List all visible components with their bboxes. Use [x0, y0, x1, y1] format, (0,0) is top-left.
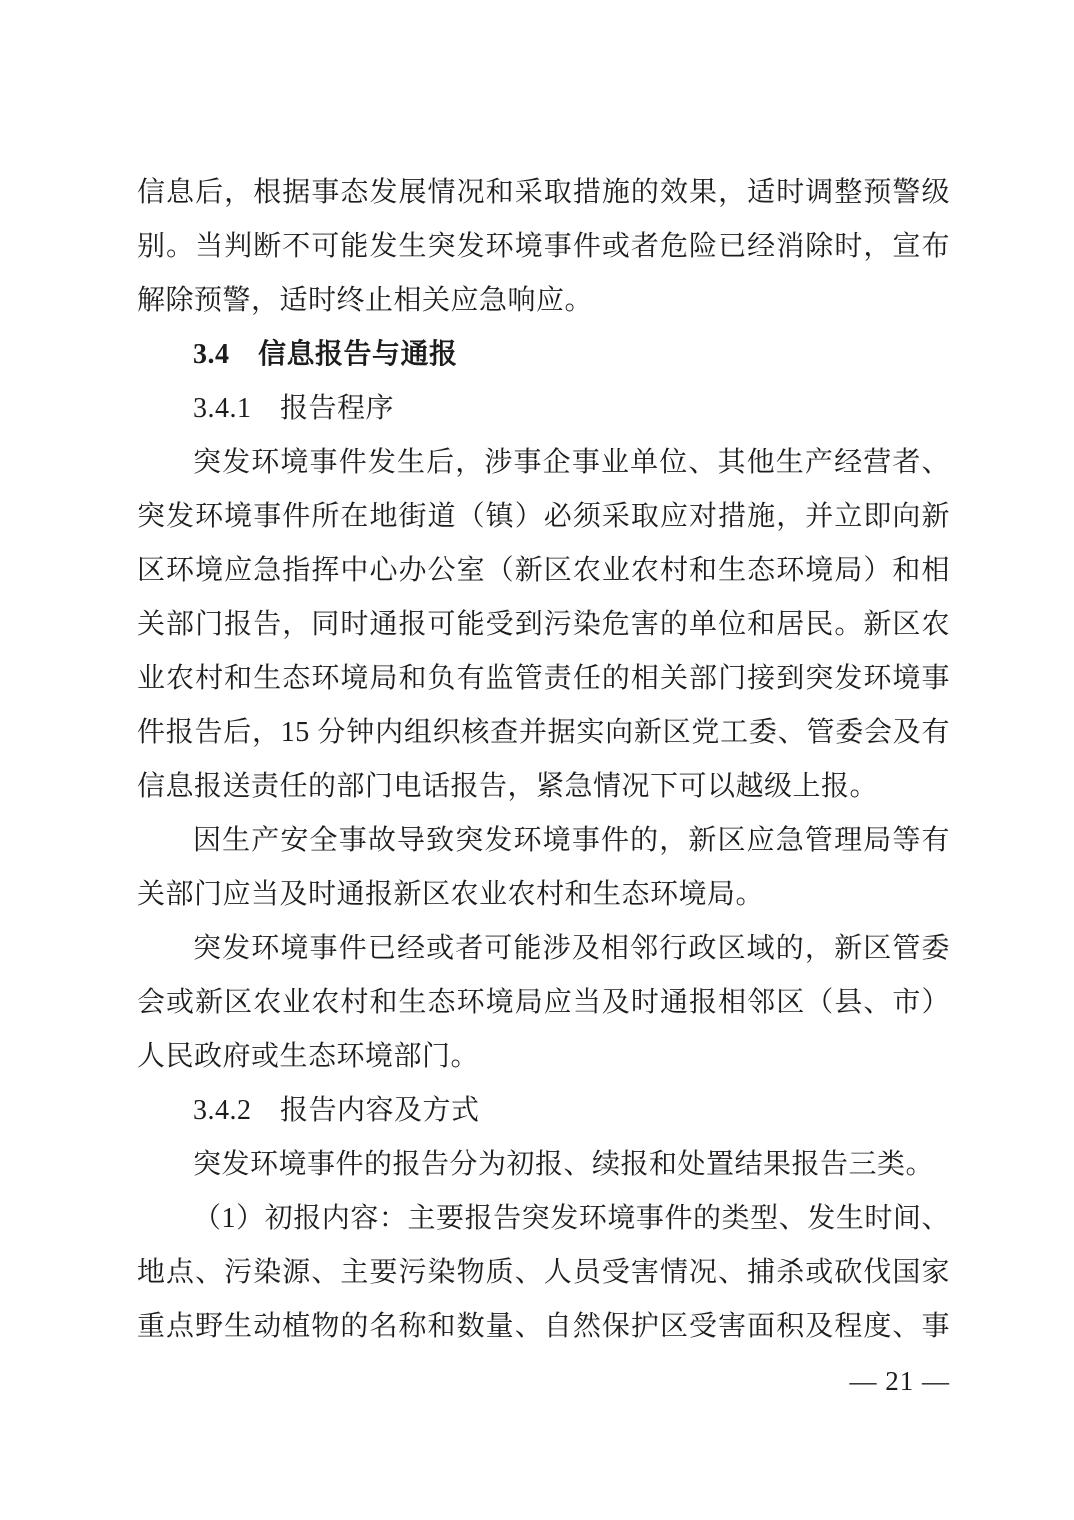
- body-line-17: （1）初报内容：主要报告突发环境事件的类型、发生时间、: [193, 1203, 950, 1234]
- section-heading-3-4: 3.4 信息报告与通报: [193, 339, 458, 370]
- body-line-7: 关部门报告，同时通报可能受到污染危害的单位和居民。新区农: [137, 609, 950, 640]
- body-line-11: 因生产安全事故导致突发环境事件的，新区应急管理局等有: [193, 825, 950, 856]
- body-line-16: 突发环境事件的报告分为初报、续报和处置结果报告三类。: [193, 1149, 935, 1180]
- subsection-heading-3-4-2: 3.4.2 报告内容及方式: [193, 1095, 480, 1126]
- subsection-heading-3-4-1: 3.4.1 报告程序: [193, 393, 395, 424]
- body-line-13: 突发环境事件已经或者可能涉及相邻行政区域的，新区管委: [193, 933, 950, 964]
- body-line-10: 信息报送责任的部门电话报告，紧急情况下可以越级上报。: [137, 771, 879, 802]
- document-text-block: [137, 166, 950, 1354]
- body-line-4: 突发环境事件发生后，涉事企事业单位、其他生产经营者、: [193, 447, 950, 478]
- body-line-15: 人民政府或生态环境部门。: [137, 1041, 480, 1072]
- body-line-6: 区环境应急指挥中心办公室（新区农业农村和生态环境局）和相: [137, 555, 950, 586]
- page-number: — 21 —: [849, 1366, 950, 1396]
- body-line-19: 重点野生动植物的名称和数量、自然保护区受害面积及程度、事: [137, 1311, 950, 1342]
- body-line-1: 信息后，根据事态发展情况和采取措施的效果，适时调整预警级: [137, 177, 950, 208]
- body-line-2: 别。当判断不可能发生突发环境事件或者危险已经消除时，宣布: [137, 231, 950, 262]
- body-line-5: 突发环境事件所在地街道（镇）必须采取应对措施，并立即向新: [137, 501, 950, 532]
- body-line-9: 件报告后，15 分钟内组织核查并据实向新区党工委、管委会及有: [137, 717, 950, 748]
- body-line-14: 会或新区农业农村和生态环境局应当及时通报相邻区（县、市）: [137, 987, 950, 1018]
- body-line-12: 关部门应当及时通报新区农业农村和生态环境局。: [137, 879, 765, 910]
- body-line-8: 业农村和生态环境局和负有监管责任的相关部门接到突发环境事: [137, 663, 950, 694]
- body-line-3: 解除预警，适时终止相关应急响应。: [137, 285, 594, 316]
- body-line-18: 地点、污染源、主要污染物质、人员受害情况、捕杀或砍伐国家: [137, 1257, 950, 1288]
